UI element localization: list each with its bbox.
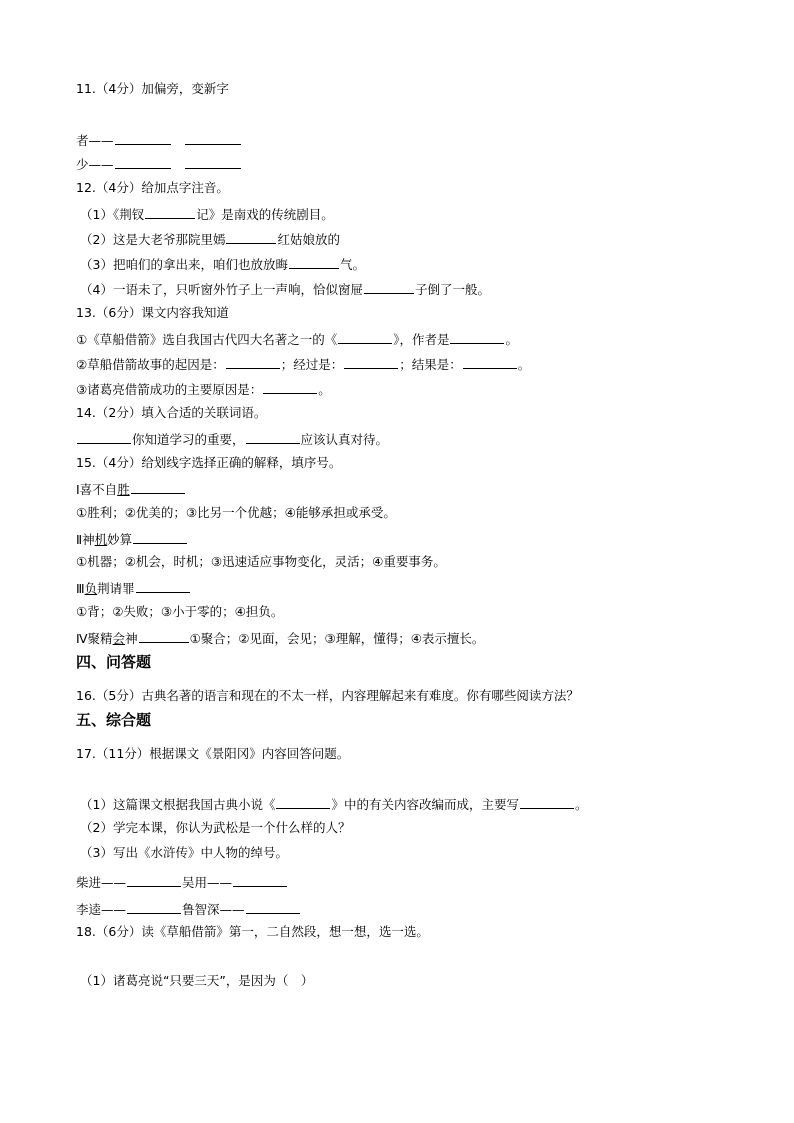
underlined-char: 负: [84, 581, 98, 596]
question-13-line-1: [76, 329, 518, 349]
question-11-row-1: [76, 130, 242, 150]
question-13-line-3: [76, 379, 331, 399]
question-15-d: [76, 628, 484, 648]
item-text: ；结果是：: [399, 357, 462, 372]
question-12-item-3: [80, 254, 365, 274]
answer-blank[interactable]: [364, 279, 414, 294]
radical-base-2: 少——: [76, 157, 114, 172]
question-12-title: 12.（4分）给加点字注音。: [76, 180, 229, 195]
item-text: 荆请罪: [97, 581, 135, 596]
answer-blank[interactable]: [226, 354, 280, 369]
question-15-b: [76, 529, 188, 549]
answer-blank[interactable]: [127, 872, 181, 887]
question-12-item-4: [80, 279, 490, 299]
item-text: 气。: [339, 257, 365, 272]
question-15-title: 15.（4分）给划线字选择正确的解释，填序号。: [76, 455, 342, 470]
answer-blank[interactable]: [246, 899, 300, 914]
answer-blank[interactable]: [127, 899, 181, 914]
question-14-line-1: [76, 429, 388, 449]
nickname-row-1: [76, 872, 288, 892]
answer-blank[interactable]: [338, 329, 392, 344]
item-text: ①聚合；②见面，会见；③理解，懂得；④表示擅长。: [189, 631, 485, 646]
answer-blank[interactable]: [246, 429, 300, 444]
answer-blank[interactable]: [233, 872, 287, 887]
answer-blank[interactable]: [263, 379, 317, 394]
item-text: ②草船借箭故事的起因是：: [76, 357, 225, 372]
question-17-sub-3: （3）写出《水浒传》中人物的绰号。: [80, 845, 288, 860]
item-text: 》中的有关内容改编而成，主要写: [331, 797, 519, 812]
character-name: 柴进——: [76, 875, 127, 890]
item-text: 。: [574, 797, 588, 812]
item-text: 记》是南戏的传统剧目。: [196, 207, 334, 222]
answer-blank[interactable]: [145, 204, 195, 219]
item-text: 。: [517, 357, 531, 372]
question-17-sub-1: [80, 794, 588, 814]
underlined-char: 胜: [117, 482, 130, 497]
nickname-row-2: [76, 899, 301, 919]
question-14-title: 14.（2分）填入合适的关联词语。: [76, 405, 267, 420]
item-text: 妙算: [107, 532, 133, 547]
section-4-heading: 四、问答题: [76, 653, 152, 671]
question-11-title: 11.（4分）加偏旁，变新字: [76, 81, 229, 96]
answer-blank[interactable]: [115, 154, 171, 169]
answer-blank[interactable]: [289, 254, 339, 269]
item-text: 你知道学习的重要，: [132, 432, 245, 447]
answer-blank[interactable]: [185, 154, 241, 169]
question-15-c: [76, 578, 191, 598]
item-text: （3）把咱们的拿出来，咱们也放放晦: [80, 257, 288, 272]
underlined-char: 会: [112, 631, 126, 646]
item-text: Ⅱ神: [76, 532, 95, 547]
answer-blank[interactable]: [344, 354, 398, 369]
question-16-title: 16.（5分）古典名著的语言和现在的不太一样，内容理解起来有难度。你有哪些阅读方法？: [76, 688, 579, 703]
item-text: 神: [125, 631, 138, 646]
answer-blank[interactable]: [133, 529, 187, 544]
radical-base-1: 者——: [76, 133, 114, 148]
answer-blank[interactable]: [139, 628, 189, 643]
item-text: 。: [505, 332, 518, 347]
answer-blank[interactable]: [115, 130, 171, 145]
character-name: 鲁智深——: [182, 902, 245, 917]
item-text: Ⅰ喜不自: [76, 482, 118, 497]
question-15-b-options: ①机器；②机会，时机；③迅速适应事物变化，灵活；④重要事务。: [76, 554, 446, 569]
answer-blank[interactable]: [450, 329, 504, 344]
question-12-item-2: [80, 229, 340, 249]
item-text: （2）这是大老爷那院里嫣: [80, 232, 226, 247]
question-17-title: 17.（11分）根据课文《景阳冈》内容回答问题。: [76, 746, 350, 761]
answer-blank[interactable]: [136, 578, 190, 593]
item-text: ；经过是：: [280, 357, 344, 372]
question-13-title: 13.（6分）课文内容我知道: [76, 305, 229, 320]
item-text: 子倒了一般。: [414, 282, 490, 297]
answer-blank[interactable]: [276, 794, 330, 809]
question-11-row-2: [76, 154, 242, 174]
question-15-a-options: ①胜利；②优美的；③比另一个优越；④能够承担或承受。: [76, 505, 396, 520]
answer-blank[interactable]: [463, 354, 517, 369]
answer-blank[interactable]: [185, 130, 241, 145]
item-text: Ⅲ: [76, 581, 85, 596]
question-13-line-2: [76, 354, 530, 374]
item-text: （4）一语未了，只听窗外竹子上一声响，恰似窗屉: [80, 282, 363, 297]
item-text: 》，作者是: [393, 332, 450, 347]
answer-blank[interactable]: [131, 479, 185, 494]
item-text: ①《草船借箭》选自我国古代四大名著之一的《: [76, 332, 338, 347]
item-text: ③诸葛亮借箭成功的主要原因是：: [76, 382, 263, 397]
section-5-heading: 五、综合题: [76, 711, 152, 729]
item-text: Ⅳ聚精: [76, 631, 113, 646]
question-15-c-options: ①背；②失败；③小于零的；④担负。: [76, 604, 284, 619]
answer-blank[interactable]: [226, 229, 276, 244]
question-18-title: 18.（6分）读《草船借箭》第一，二自然段，想一想，选一选。: [76, 924, 429, 939]
underlined-char: 机: [94, 532, 108, 547]
answer-blank[interactable]: [77, 429, 131, 444]
question-15-a: [76, 479, 186, 499]
question-17-sub-2: （2）学完本课，你认为武松是一个什么样的人？: [80, 820, 351, 835]
item-text: （1）《荆钗: [80, 207, 145, 222]
answer-blank[interactable]: [520, 794, 574, 809]
item-text: 。: [318, 382, 331, 397]
item-text: （1）这篇课文根据我国古典小说《: [80, 797, 276, 812]
item-text: 应该认真对待。: [300, 432, 389, 447]
character-name: 李逵——: [76, 902, 127, 917]
item-text: 红姑娘放的: [277, 232, 340, 247]
character-name: 吴用——: [182, 875, 233, 890]
question-12-item-1: [80, 204, 334, 224]
question-18-sub-1: （1）诸葛亮说“只要三天”，是因为（ ）: [80, 973, 314, 988]
